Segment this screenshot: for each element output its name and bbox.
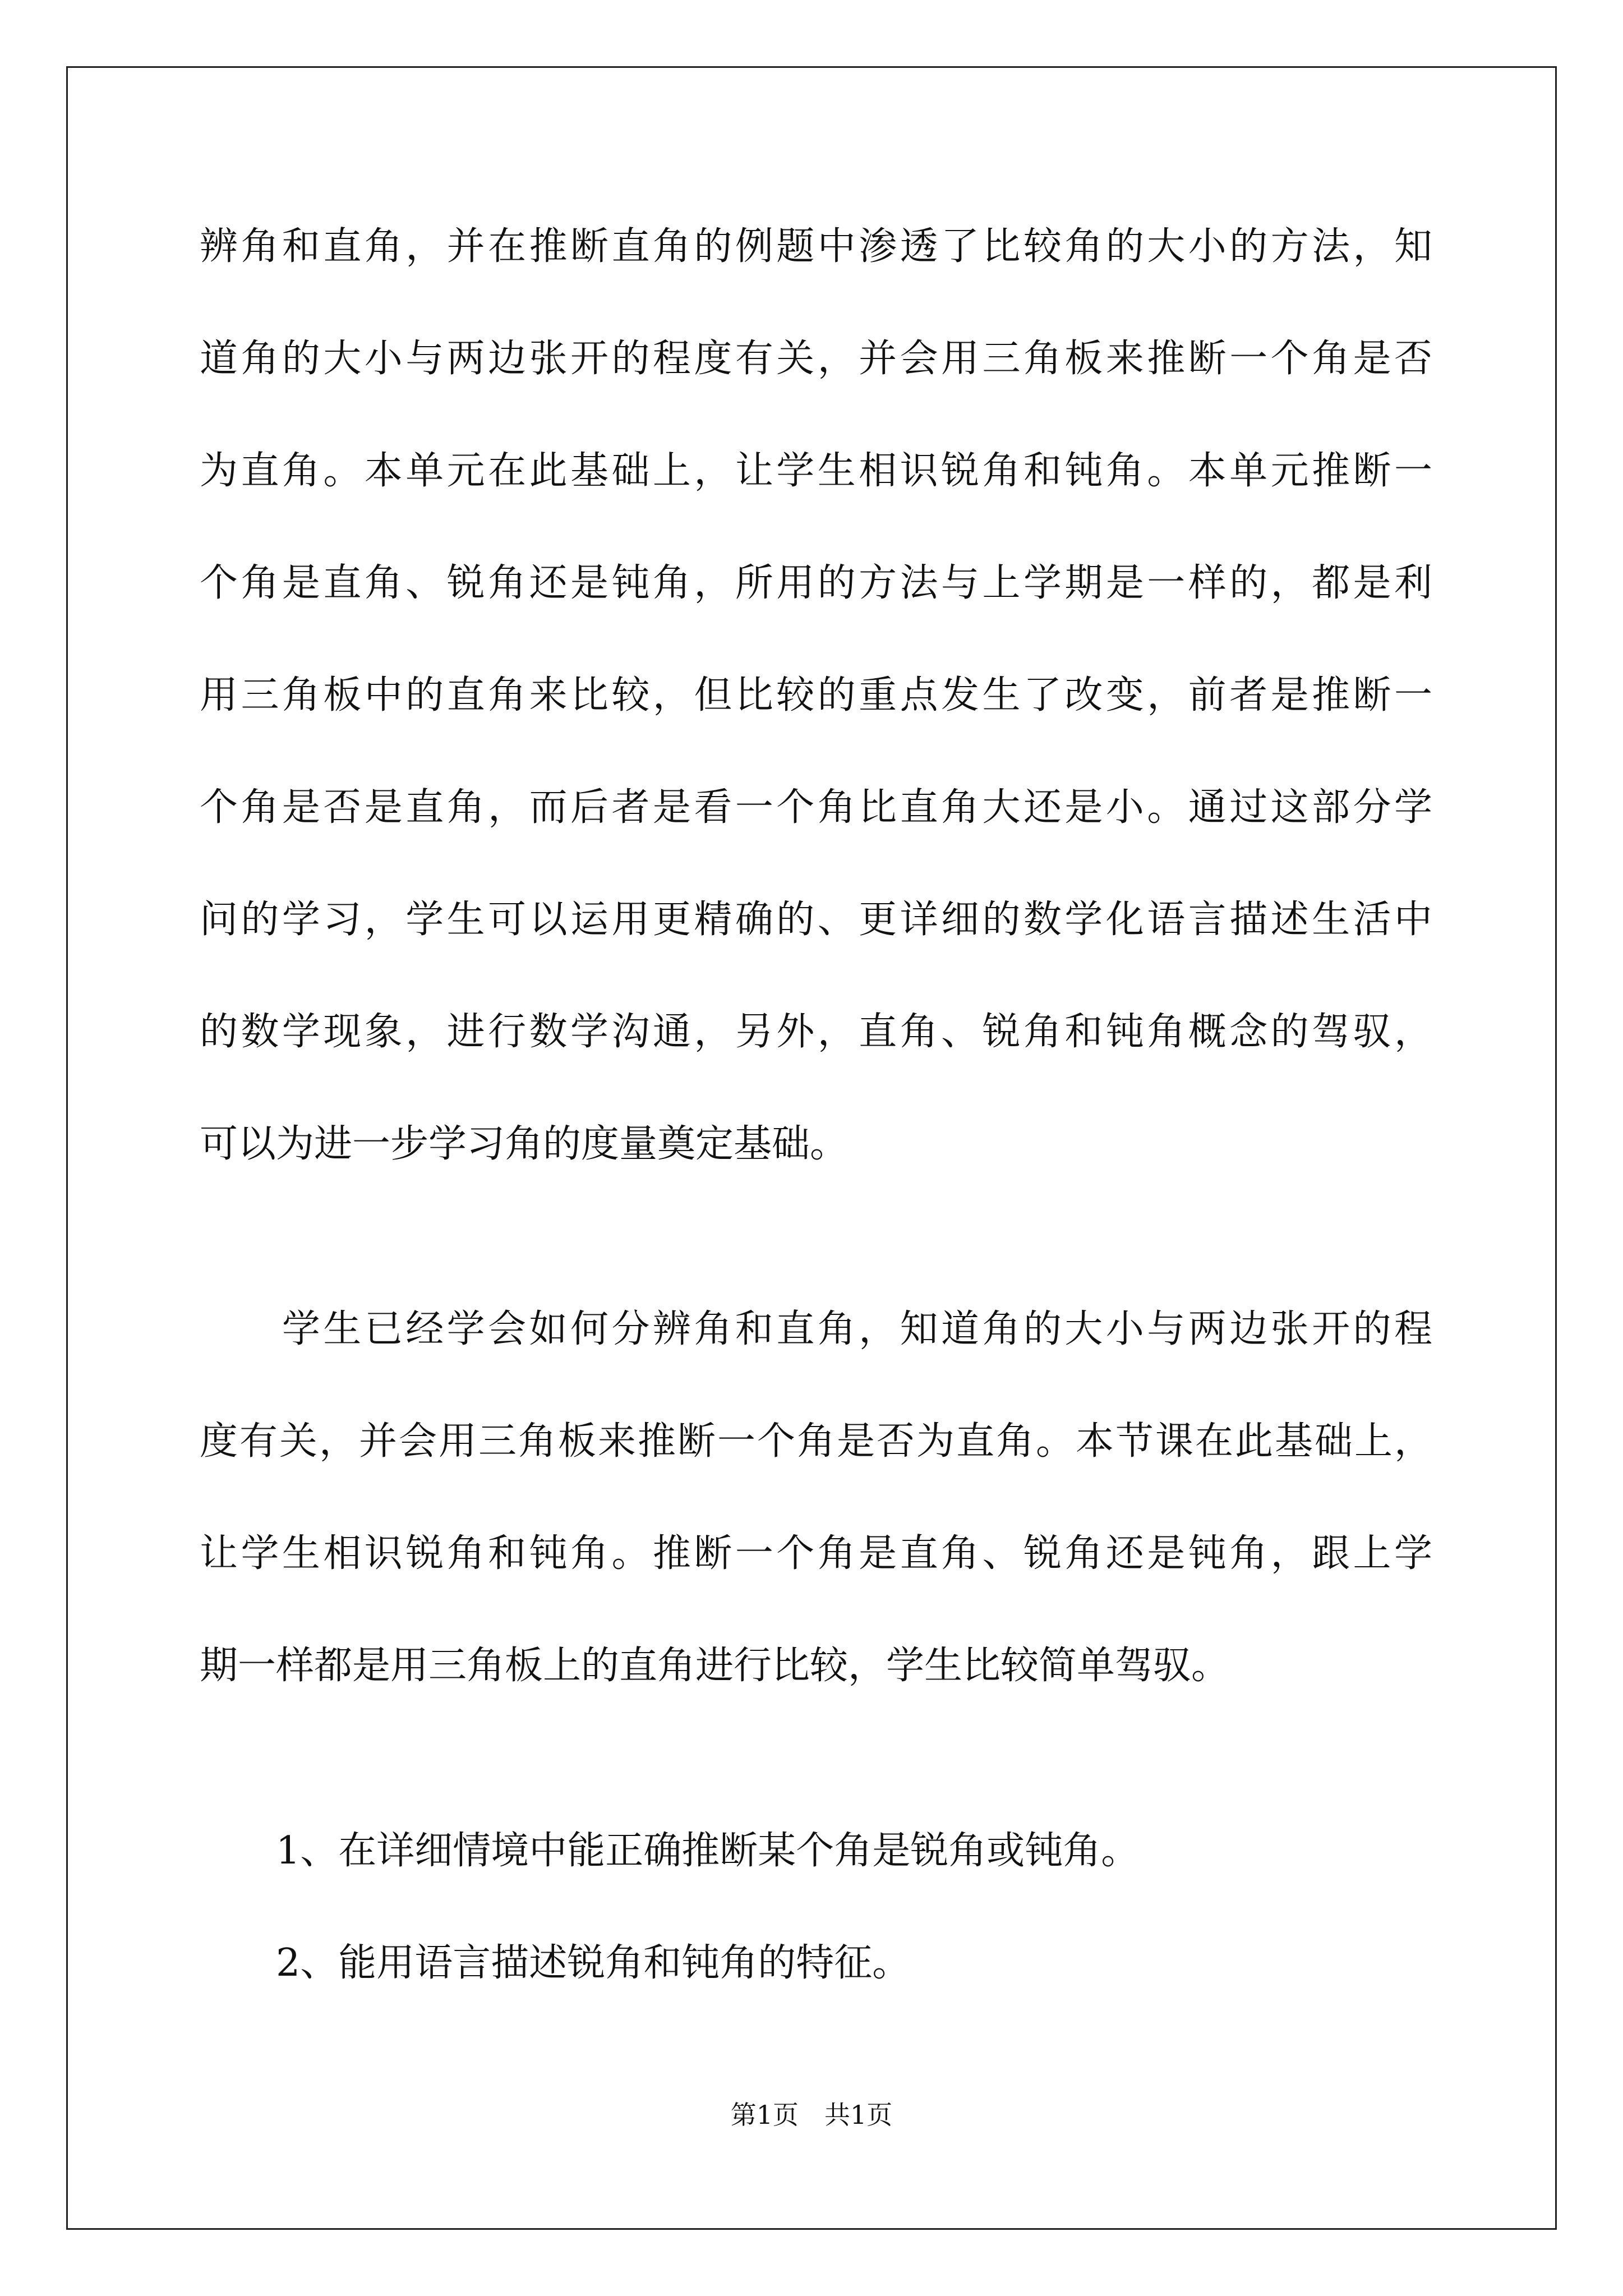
paragraph-line: 为直角。本单元在此基础上，让学生相识锐角和钝角。本单元推断一: [200, 449, 1432, 493]
paragraph-line: 问的学习，学生可以运用更精确的、更详细的数学化语言描述生活中: [200, 898, 1432, 942]
list-item: 2、能用语言描述锐角和钝角的特征。: [200, 1941, 911, 1985]
paragraph-line: 用三角板中的直角来比较，但比较的重点发生了改变，前者是推断一: [200, 673, 1432, 717]
page-number-footer: 第1页 共1页: [730, 2100, 893, 2130]
paragraph-line: 辨角和直角，并在推断直角的例题中渗透了比较角的大小的方法，知: [200, 224, 1432, 269]
paragraph-line: 期一样都是用三角板上的直角进行比较，学生比较简单驾驭。: [200, 1644, 1230, 1688]
paragraph-line: 学生已经学会如何分辨角和直角，知道角的大小与两边张开的程: [200, 1307, 1432, 1351]
paragraph-line: 度有关，并会用三角板来推断一个角是否为直角。本节课在此基础上，: [200, 1419, 1432, 1464]
paragraph-line: 道角的大小与两边张开的程度有关，并会用三角板来推断一个角是否: [200, 337, 1432, 381]
paragraph-line: 个角是直角、锐角还是钝角，所用的方法与上学期是一样的，都是利: [200, 561, 1432, 605]
paragraph-line: 让学生相识锐角和钝角。推断一个角是直角、锐角还是钝角，跟上学: [200, 1531, 1432, 1576]
list-item: 1、在详细情境中能正确推断某个角是锐角或钝角。: [200, 1829, 1140, 1873]
paragraph-line: 个角是否是直角，而后者是看一个角比直角大还是小。通过这部分学: [200, 785, 1432, 830]
paragraph-line: 的数学现象，进行数学沟通，另外，直角、锐角和钝角概念的驾驭，: [200, 1010, 1432, 1054]
paragraph-line: 可以为进一步学习角的度量奠定基础。: [200, 1122, 849, 1166]
